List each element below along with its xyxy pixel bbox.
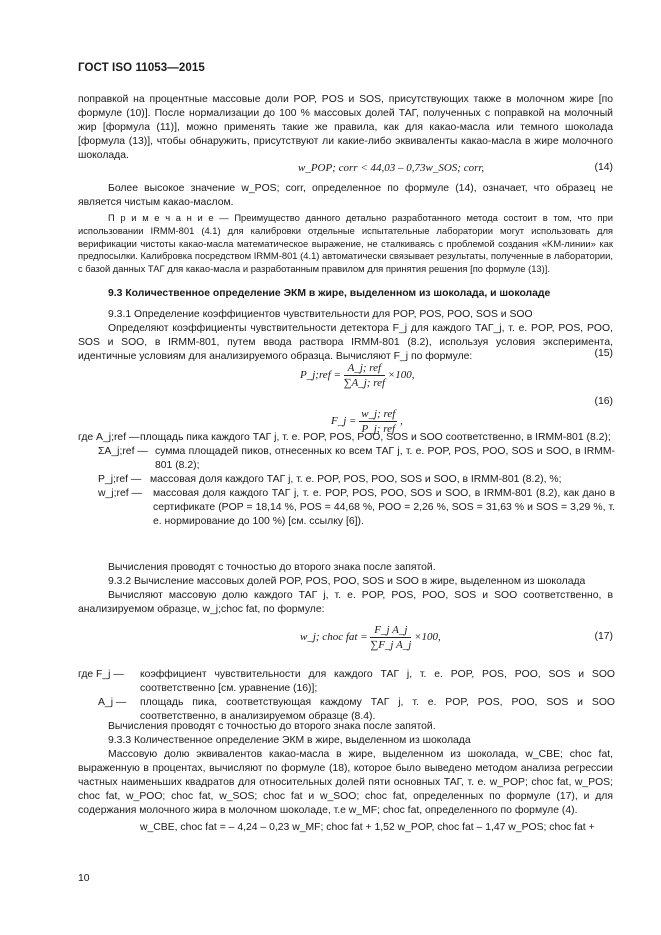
formula-16-numerator: w_j; ref: [361, 408, 396, 420]
paragraph-text: Массовую долю эквивалентов какао-масла в жире, выделенном из шоколада, w_CBE; choc fat, выраженную в процентах, вычисляют по формуле (18), которое было выведено методом анализа регрессии частных наименьших квадратов для относительных долей пяти основных ТАГ, т. е. w_POP; choc fat, w_POS; choc fat, w_POO; choc fat, w_SOS; choc fat и w_SOO; choc fat, определенных по формуле (17), и для содержания молочного жира в молочном шоколаде, т.е w_MF; choc fat, определенного по формуле (4).: [78, 749, 613, 816]
formula-14-number: (14): [594, 162, 613, 173]
formula-17-lhs: w_j; choc fat =: [300, 631, 368, 644]
legend-desc: коэффициент чувствительности для каждого ТАГ j, т. е. POP, POS, POO, SOS и SOO соответственно [см. уравнение (16)];: [140, 669, 615, 694]
legend-row: [78, 431, 615, 445]
formula-17-fraction: [370, 624, 411, 651]
formula-17-denominator: ∑F_j A_j: [370, 639, 412, 651]
formula-17-number: (17): [594, 631, 613, 642]
formula-15-denominator: ∑A_j; ref: [343, 377, 386, 389]
subsection-heading: 9.3.1 Определение коэффициентов чувствительности для POP, POS, POO, SOS и SOO: [108, 309, 533, 320]
document-header: ГОСТ ISO 11053—2015: [78, 62, 205, 74]
paragraph-text: Вычисляют массовую долю каждого ТАГ j, т. е. POP, POS, POO, SOS и SOO соответственно, в анализируемом образце, w_j;choc fat, по формуле:: [78, 590, 613, 615]
formula-14: w_POP; corr < 44,03 – 0,73w_SOS; corr,: [298, 162, 485, 174]
formula-18: w_CBE, choc fat = – 4,24 – 0,23 w_MF; choc fat + 1,52 w_POP, choc fat – 1,47 w_POS; choc fat +: [140, 822, 595, 833]
formula-16-number: (16): [594, 396, 613, 407]
formula-16-denominator: P_j; ref: [361, 423, 396, 435]
legend-desc: массовая доля каждого ТАГ j, т. е. POP, POS, POO, SOS и SOO, в IRMM-801 (8.2), %;: [150, 474, 562, 485]
formula-15: [300, 362, 414, 389]
paragraph-after-14: [78, 182, 613, 210]
note-text: П р и м е ч а н и е — Преимущество данного детально разработанного метода состоит в том, что при использовании IRMM-801 (4.1) для калибровки отдельные испытательные лаборатории могут использовать для верификации чистоты какао-масла математическое выражение, не сталкиваясь с проблемой создания «KM-линии» как предпосылки. Калибровка посредством IRMM-801 (4.1) автоматически связывает результаты, полученные в лаборатории, с базой данных ТАГ для какао-масла и разработанным правилом для принятия решения [по формуле (13)].: [78, 212, 613, 275]
legend-term: A_j —: [98, 697, 127, 708]
paragraph-text: Вычисления проводят с точностью до второго знака после запятой.: [108, 562, 436, 573]
legend-desc: сумма площадей пиков, отнесенных ко всем ТАГ j, т. е. POP, POS, POO, SOS и SOO, в IRMM-801 (8.2);: [155, 446, 615, 471]
paragraph-text: Более высокое значение w_POS; corr, определенное по формуле (14), означает, что образец не является чистым какао-маслом.: [78, 183, 613, 208]
subsection-932: [78, 561, 613, 617]
formula-17-numerator: F_j A_j: [370, 624, 411, 638]
paragraph-text: Определяют коэффициенты чувствительности детектора F_j для каждого ТАГ_j, т. е. POP, POS, POO, SOS и SOO, в IRMM-801, путем ввода раствора IRMM-801 (8.2), используя условия эксперимента, идентичные условиям для анализируемого образца. Вычисляют F_j по формуле:: [78, 323, 613, 362]
formula-15-numerator: A_j; ref: [344, 362, 385, 376]
formula-16-rhs: ,: [400, 415, 403, 428]
section-heading-block: [78, 287, 613, 301]
paragraph-text: Вычисления проводят с точностью до второго знака после запятой.: [108, 721, 436, 732]
paragraph-intro: [78, 93, 613, 163]
subsection-heading: 9.3.3 Количественное определение ЭКМ в жире, выделенном из шоколада: [108, 735, 471, 746]
legend-term: P_j;ref —: [98, 474, 142, 485]
legend-term: где F_j —: [78, 669, 124, 680]
legend-formulas-15-16: [78, 431, 615, 529]
legend-term: ΣA_j;ref —: [98, 446, 148, 457]
legend-row: [78, 668, 615, 696]
legend-row: [78, 473, 615, 487]
formula-17: [300, 624, 441, 651]
note: [78, 212, 613, 276]
formula-15-fraction: [344, 362, 385, 389]
legend-formula-17: [78, 668, 615, 724]
legend-desc: массовая доля каждого ТАГ j, т. е. POP, POS, POO, SOS и SOO, в IRMM-801 (8.2), как дано в сертификате (POP = 18,14 %, POS = 44,68 %, POO = 2,26 %, SOS = 31,63 % и SOS = 3,29 %, т. е. нормирование до 100 %) [см. ссылку [6]).: [153, 488, 615, 527]
paragraph-text: поправкой на процентные массовые доли POP, POS и SOS, присутствующих также в молочном жире [по формуле (10)]. После нормализации до 100 % массовых долей ТАГ, полученных с поправкой на молочный жир [формула (11)], можно применять такие же правила, как для какао-масла или темного шоколада [формула (13)], чтобы обнаружить, присутствуют ли какие-либо эквиваленты какао-масла в жире молочного шоколада.: [78, 94, 613, 161]
section-heading: 9.3 Количественное определение ЭКМ в жире, выделенном из шоколада, и шоколаде: [108, 288, 551, 299]
subsection-931: [78, 308, 613, 364]
page-number: 10: [78, 873, 90, 884]
formula-17-rhs: ×100,: [414, 631, 441, 644]
subsection-heading: 9.3.2 Вычисление массовых долей POP, POS, POO, SOS и SOO в жире, выделенном из шоколада: [108, 576, 586, 587]
legend-term: где A_j;ref —: [78, 432, 140, 443]
formula-15-lhs: P_j;ref =: [300, 369, 341, 382]
legend-desc: площадь пика каждого ТАГ j, т. е. POP, POS, POO, SOS и SOO соответственно, в IRMM-801 (8.2);: [140, 432, 611, 443]
legend-row: [78, 487, 615, 529]
legend-row: [78, 445, 615, 473]
subsection-933: [78, 720, 613, 818]
formula-15-number: (15): [594, 348, 613, 359]
legend-term: w_j;ref —: [98, 488, 142, 499]
formula-16-lhs: F_j =: [331, 415, 357, 428]
legend-desc: площадь пика, соответствующая каждому ТАГ j, т. е. POP, POS, POO, SOS и SOO соответственно, в анализируемом образце (8.4).: [140, 697, 615, 722]
formula-15-rhs: ×100,: [387, 369, 415, 382]
